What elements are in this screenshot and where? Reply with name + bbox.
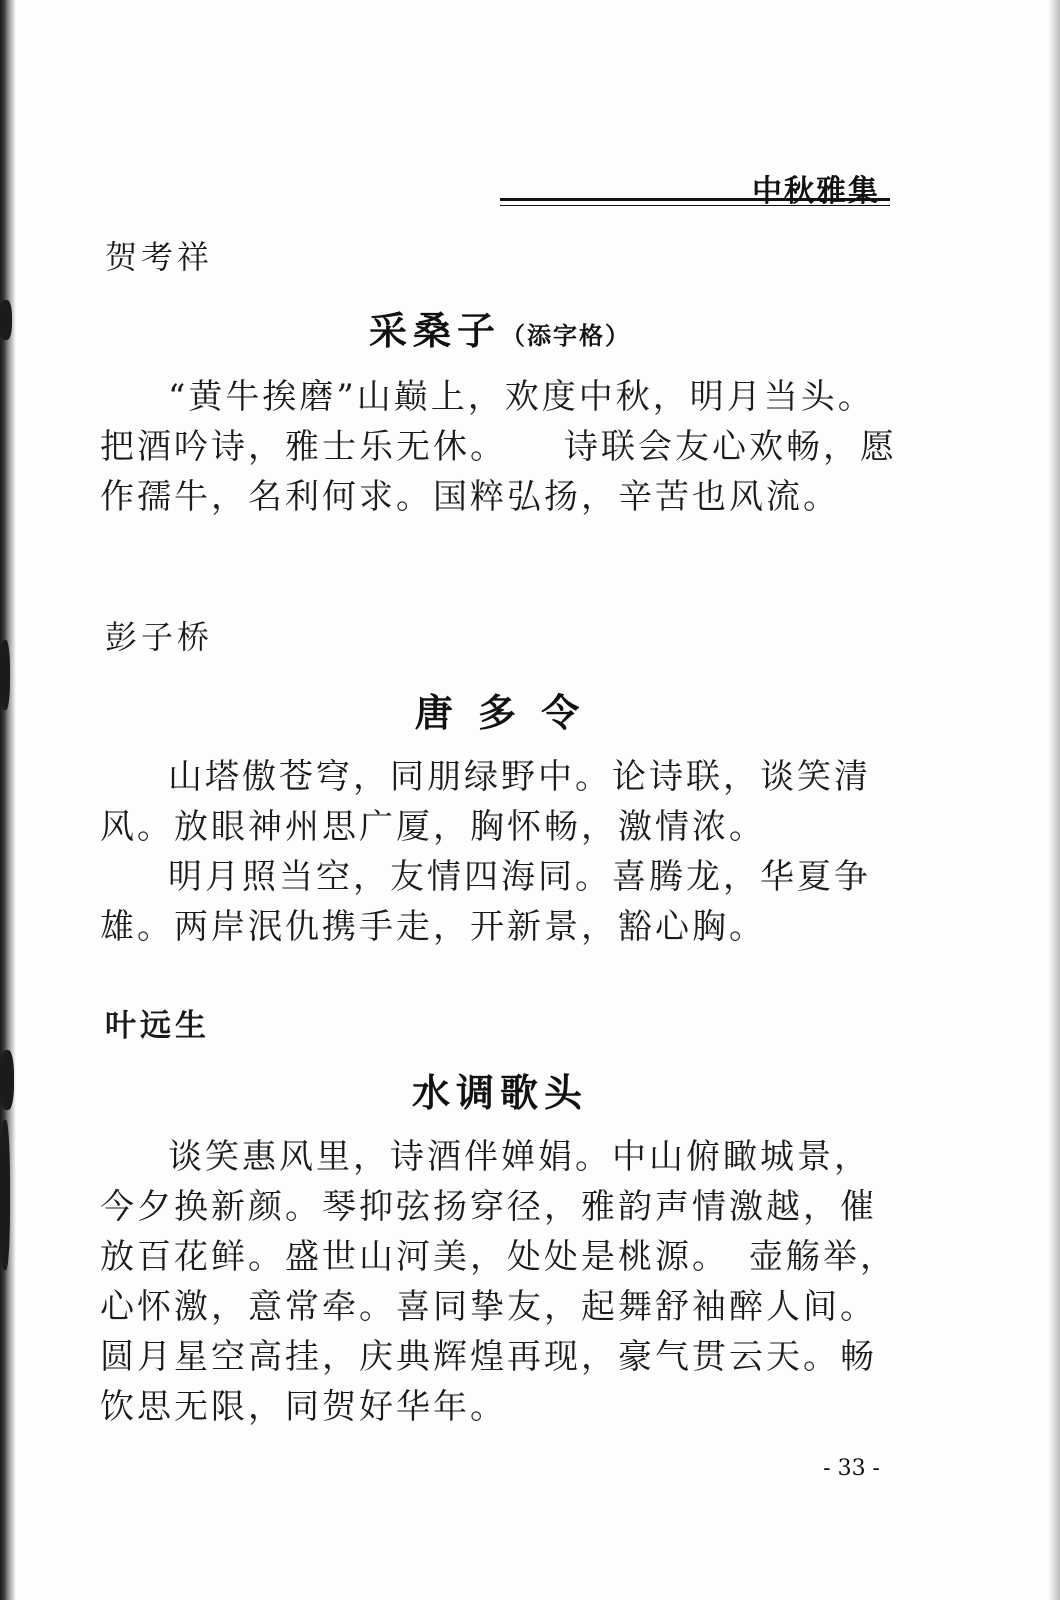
poem-body bbox=[100, 752, 900, 952]
page-number: - 33 - bbox=[823, 1456, 880, 1481]
running-header-title: 中秋雅集 bbox=[752, 174, 880, 209]
poem-body bbox=[100, 372, 900, 522]
poem-title-text: 水调歌头 bbox=[411, 1070, 588, 1115]
poem-title bbox=[0, 300, 1000, 355]
poem-stanza: 谈笑惠风里，诗酒伴婵娟。中山俯瞰城景，今夕换新颜。琴抑弦扬穿径，雅韵声情激越，催放百花鲜。盛世山河美，处处是桃源。 壶觞举，心怀激，意常牵。喜同挚友，起舞舒袖醉人间。圆月星空高挂，庆典辉煌再现，豪气贯云天。畅饮思无限，同贺好华年。 bbox=[100, 1137, 897, 1427]
author-name: 彭子桥 bbox=[105, 618, 214, 656]
poem-title bbox=[0, 1062, 1000, 1117]
poem-stanza: 山塔傲苍穹，同朋绿野中。论诗联，谈笑清风。放眼神州思广厦，胸怀畅，激情浓。 bbox=[100, 757, 871, 847]
poem-stanza: “黄牛挨磨”山巅上，欢度中秋，明月当头。把酒吟诗，雅士乐无休。 诗联会友心欢畅，愿作孺牛，名利何求。国粹弘扬，辛苦也风流。 bbox=[100, 377, 897, 517]
author-name: 叶远生 bbox=[105, 1008, 210, 1044]
scan-edge-left bbox=[0, 0, 16, 1600]
header-rule bbox=[500, 198, 890, 206]
poem-title-text: 唐 多 令 bbox=[414, 690, 586, 735]
poem-stanza: 明月照当空，友情四海同。喜腾龙，华夏争雄。两岸泯仇携手走，开新景，豁心胸。 bbox=[100, 857, 871, 947]
scan-edge-mark bbox=[0, 1120, 10, 1270]
poem-title bbox=[0, 682, 1000, 737]
author-name: 贺考祥 bbox=[105, 238, 214, 276]
poem-body bbox=[100, 1132, 900, 1432]
scan-edge-right bbox=[1048, 0, 1060, 1600]
poem-title-text: 采桑子 bbox=[368, 308, 501, 353]
poem-title-note: （添字格） bbox=[501, 321, 631, 350]
